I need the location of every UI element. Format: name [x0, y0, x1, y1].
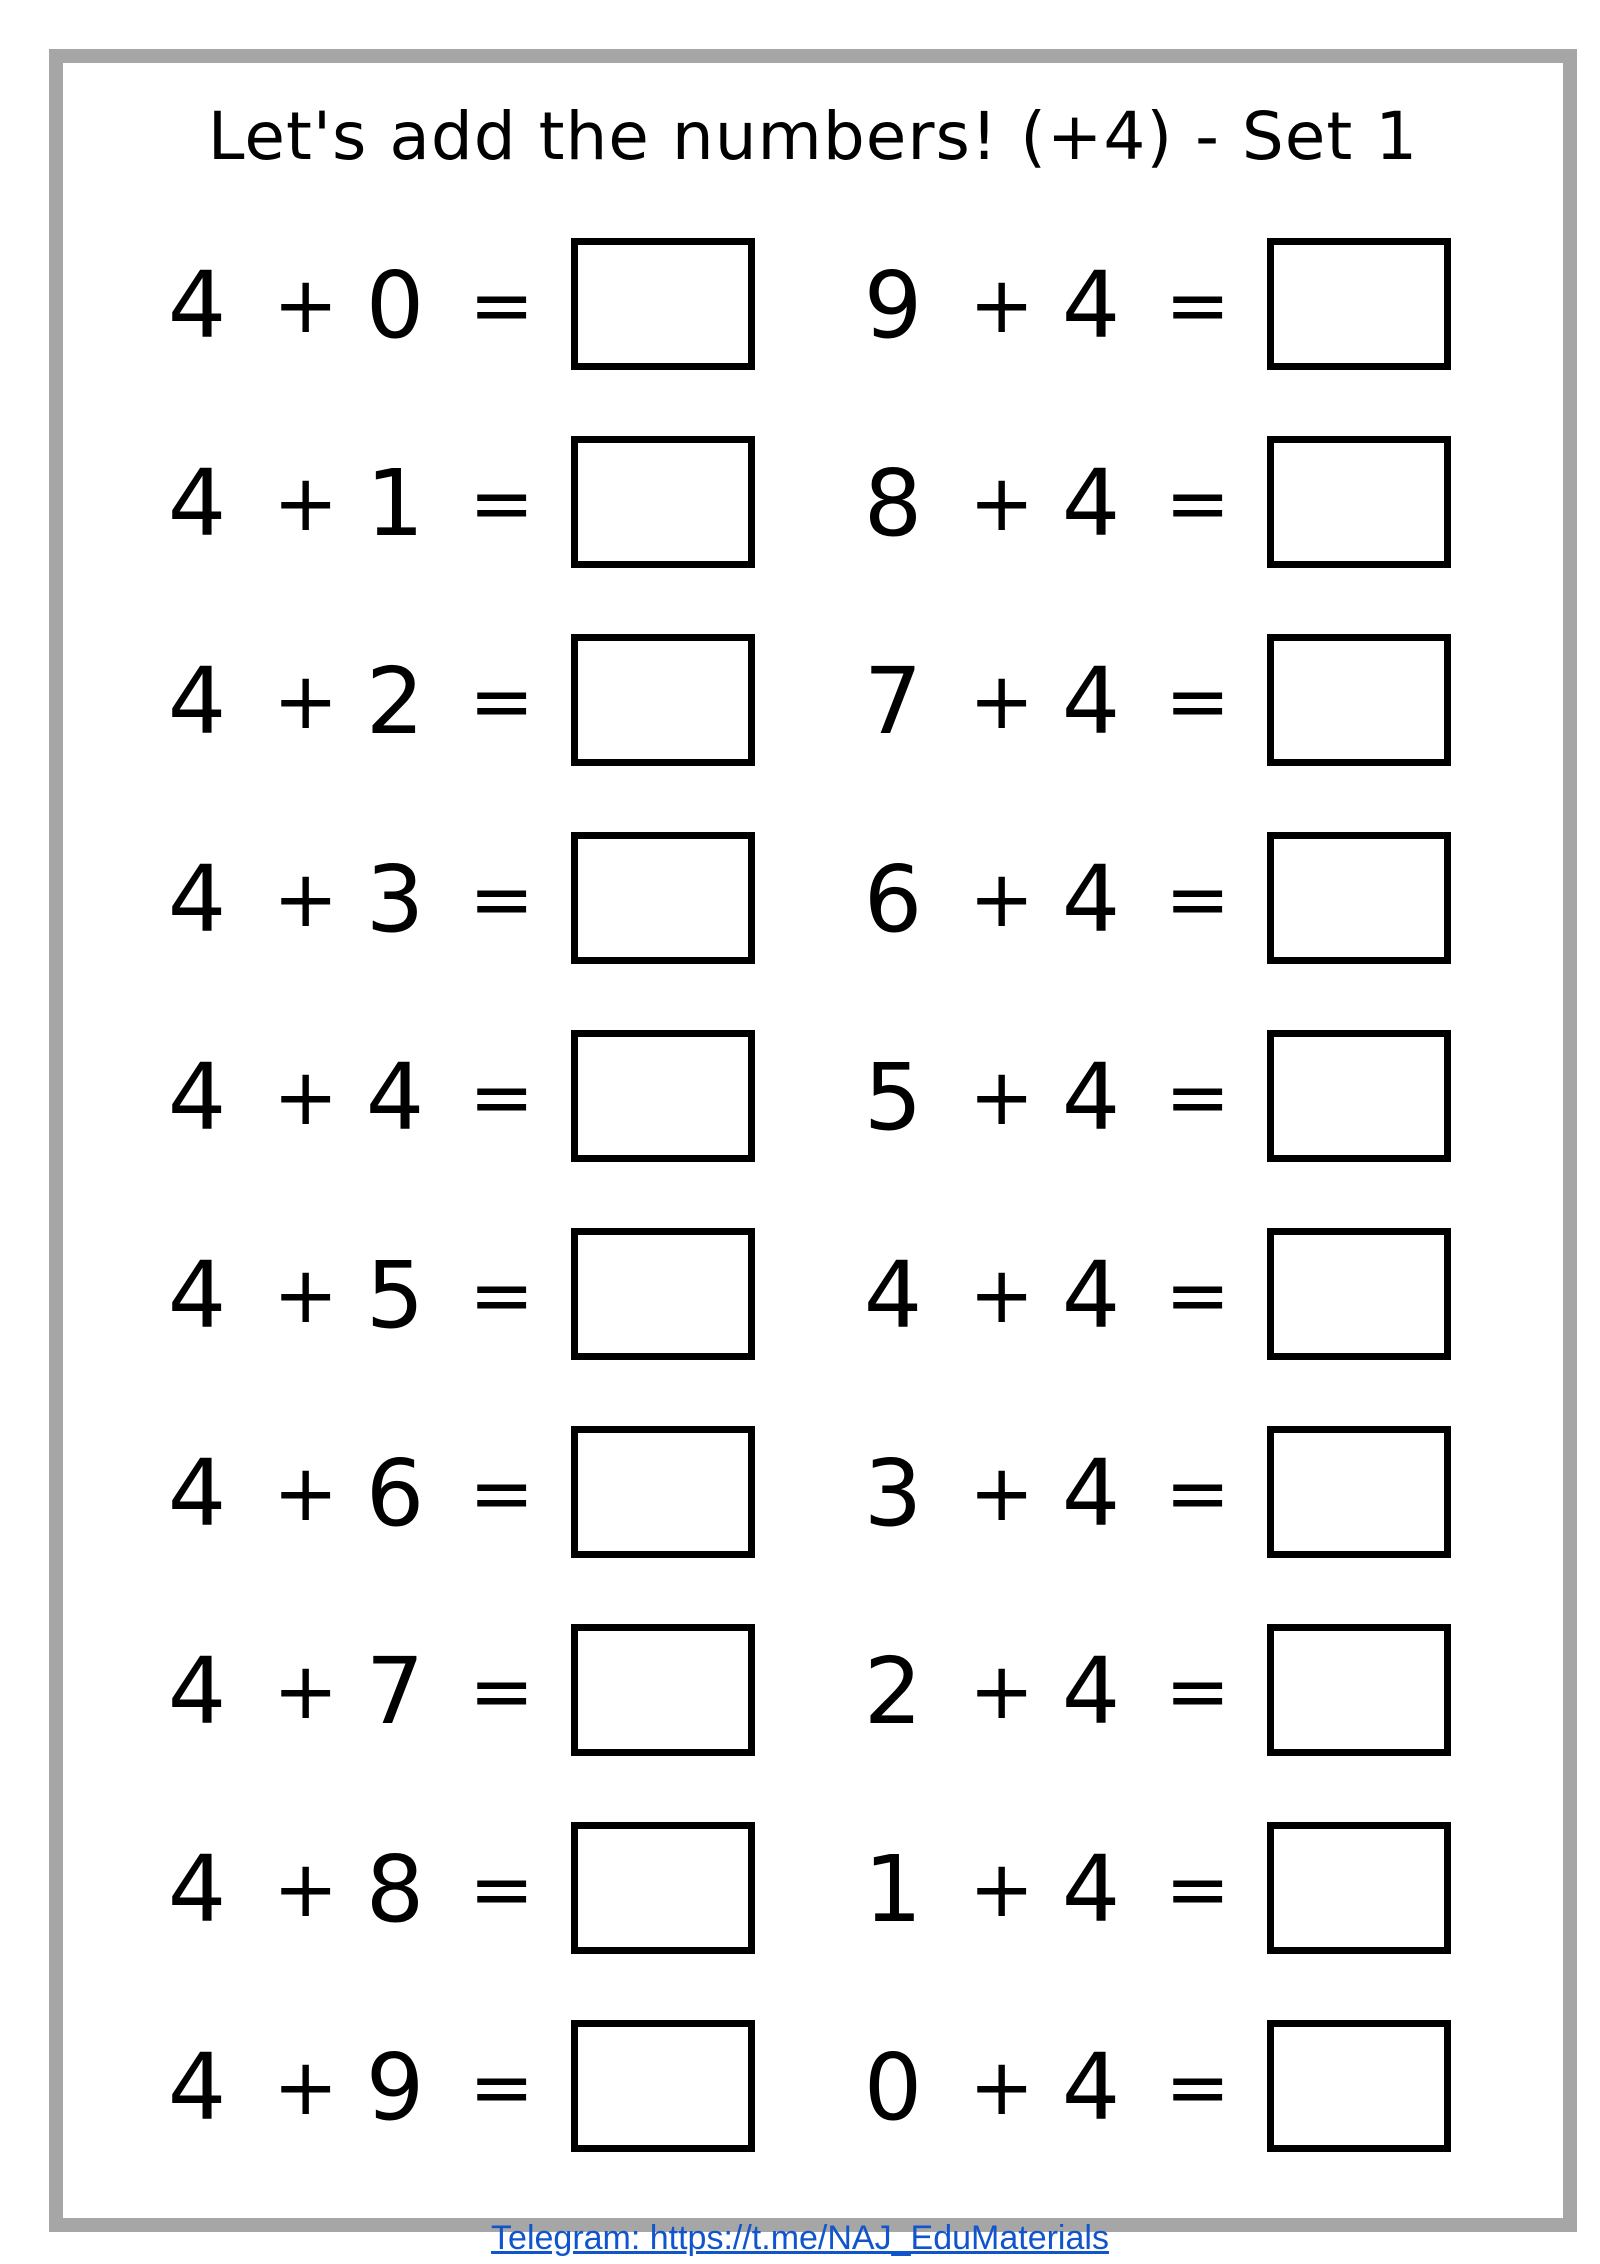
addend-a: 4	[167, 252, 227, 359]
addend-a: 4	[167, 648, 227, 755]
addend-b: 4	[1061, 2034, 1121, 2141]
addend-a: 8	[863, 450, 923, 557]
addend-a: 7	[863, 648, 923, 755]
answer-box[interactable]	[1267, 436, 1451, 568]
answer-box[interactable]	[1267, 1822, 1451, 1954]
plus-sign: +	[273, 459, 339, 549]
addend-b: 4	[1061, 1440, 1121, 1547]
equals-sign: =	[469, 2043, 535, 2133]
plus-sign: +	[969, 1251, 1035, 1341]
addend-b: 7	[365, 1638, 425, 1745]
answer-box[interactable]	[1267, 2020, 1451, 2152]
plus-sign: +	[969, 855, 1035, 945]
addend-b: 4	[1061, 1044, 1121, 1151]
problem-row	[161, 1624, 861, 1822]
plus-sign: +	[273, 1845, 339, 1935]
answer-box[interactable]	[1267, 1030, 1451, 1162]
addend-b: 4	[1061, 846, 1121, 953]
addend-a: 2	[863, 1638, 923, 1745]
plus-sign: +	[969, 657, 1035, 747]
addend-a: 4	[167, 1440, 227, 1547]
answer-box[interactable]	[1267, 238, 1451, 370]
plus-sign: +	[273, 2043, 339, 2133]
plus-sign: +	[273, 261, 339, 351]
equals-sign: =	[469, 1251, 535, 1341]
problem-row	[161, 634, 861, 832]
addend-a: 4	[167, 1242, 227, 1349]
problem-row	[857, 634, 1557, 832]
plus-sign: +	[273, 1251, 339, 1341]
equals-sign: =	[469, 657, 535, 747]
equals-sign: =	[1165, 1251, 1231, 1341]
equals-sign: =	[1165, 855, 1231, 945]
answer-box[interactable]	[571, 2020, 755, 2152]
addend-a: 3	[863, 1440, 923, 1547]
plus-sign: +	[273, 657, 339, 747]
equals-sign: =	[469, 261, 535, 351]
equals-sign: =	[1165, 1647, 1231, 1737]
left-problem-column	[161, 238, 861, 2218]
addend-b: 5	[365, 1242, 425, 1349]
equals-sign: =	[469, 1647, 535, 1737]
addend-b: 3	[365, 846, 425, 953]
addend-b: 6	[365, 1440, 425, 1547]
equals-sign: =	[1165, 657, 1231, 747]
plus-sign: +	[969, 261, 1035, 351]
problem-row	[161, 1030, 861, 1228]
answer-box[interactable]	[1267, 634, 1451, 766]
addend-a: 4	[863, 1242, 923, 1349]
answer-box[interactable]	[571, 1624, 755, 1756]
telegram-link[interactable]: Telegram: https://t.me/NAJ_EduMaterials	[491, 2219, 1109, 2257]
addend-a: 5	[863, 1044, 923, 1151]
plus-sign: +	[969, 2043, 1035, 2133]
addend-a: 4	[167, 1836, 227, 1943]
answer-box[interactable]	[1267, 1228, 1451, 1360]
addend-b: 4	[1061, 648, 1121, 755]
plus-sign: +	[969, 459, 1035, 549]
plus-sign: +	[969, 1053, 1035, 1143]
addend-b: 2	[365, 648, 425, 755]
answer-box[interactable]	[571, 1426, 755, 1558]
plus-sign: +	[969, 1647, 1035, 1737]
equals-sign: =	[1165, 1449, 1231, 1539]
addend-a: 4	[167, 1638, 227, 1745]
addend-a: 4	[167, 450, 227, 557]
answer-box[interactable]	[571, 634, 755, 766]
answer-box[interactable]	[1267, 1426, 1451, 1558]
equals-sign: =	[1165, 1845, 1231, 1935]
problem-row	[161, 436, 861, 634]
plus-sign: +	[969, 1845, 1035, 1935]
addend-a: 6	[863, 846, 923, 953]
addend-a: 4	[167, 846, 227, 953]
equals-sign: =	[469, 1053, 535, 1143]
problem-row	[161, 1426, 861, 1624]
addend-b: 4	[1061, 252, 1121, 359]
equals-sign: =	[1165, 1053, 1231, 1143]
answer-box[interactable]	[1267, 832, 1451, 964]
addend-a: 4	[167, 2034, 227, 2141]
problem-row	[857, 1624, 1557, 1822]
equals-sign: =	[469, 1449, 535, 1539]
problem-row	[857, 1426, 1557, 1624]
worksheet-frame	[49, 49, 1577, 2232]
addend-a: 1	[863, 1836, 923, 1943]
answer-box[interactable]	[571, 238, 755, 370]
equals-sign: =	[469, 855, 535, 945]
equals-sign: =	[1165, 261, 1231, 351]
addend-b: 1	[365, 450, 425, 557]
plus-sign: +	[969, 1449, 1035, 1539]
equals-sign: =	[469, 1845, 535, 1935]
addend-b: 4	[1061, 1242, 1121, 1349]
answer-box[interactable]	[571, 436, 755, 568]
addend-b: 4	[1061, 1638, 1121, 1745]
addend-a: 4	[167, 1044, 227, 1151]
answer-box[interactable]	[571, 1228, 755, 1360]
plus-sign: +	[273, 1449, 339, 1539]
addend-b: 8	[365, 1836, 425, 1943]
problem-row	[161, 2020, 861, 2218]
right-problem-column	[857, 238, 1557, 2218]
answer-box[interactable]	[571, 1822, 755, 1954]
problem-row	[161, 832, 861, 1030]
equals-sign: =	[1165, 459, 1231, 549]
addend-b: 9	[365, 2034, 425, 2141]
addend-b: 4	[365, 1044, 425, 1151]
problem-row	[857, 1228, 1557, 1426]
plus-sign: +	[273, 1647, 339, 1737]
problem-row	[857, 1822, 1557, 2020]
problem-row	[161, 1228, 861, 1426]
problem-row	[161, 238, 861, 436]
problem-row	[857, 2020, 1557, 2218]
problem-row	[857, 832, 1557, 1030]
plus-sign: +	[273, 855, 339, 945]
equals-sign: =	[469, 459, 535, 549]
problem-row	[857, 436, 1557, 634]
addend-a: 9	[863, 252, 923, 359]
answer-box[interactable]	[571, 1030, 755, 1162]
answer-box[interactable]	[1267, 1624, 1451, 1756]
addend-b: 4	[1061, 1836, 1121, 1943]
problem-row	[161, 1822, 861, 2020]
answer-box[interactable]	[571, 832, 755, 964]
addend-b: 0	[365, 252, 425, 359]
addend-a: 0	[863, 2034, 923, 2141]
plus-sign: +	[273, 1053, 339, 1143]
problem-row	[857, 238, 1557, 436]
problem-row	[857, 1030, 1557, 1228]
equals-sign: =	[1165, 2043, 1231, 2133]
worksheet-title: Let's add the numbers! (+4) - Set 1	[207, 98, 1419, 175]
addend-b: 4	[1061, 450, 1121, 557]
